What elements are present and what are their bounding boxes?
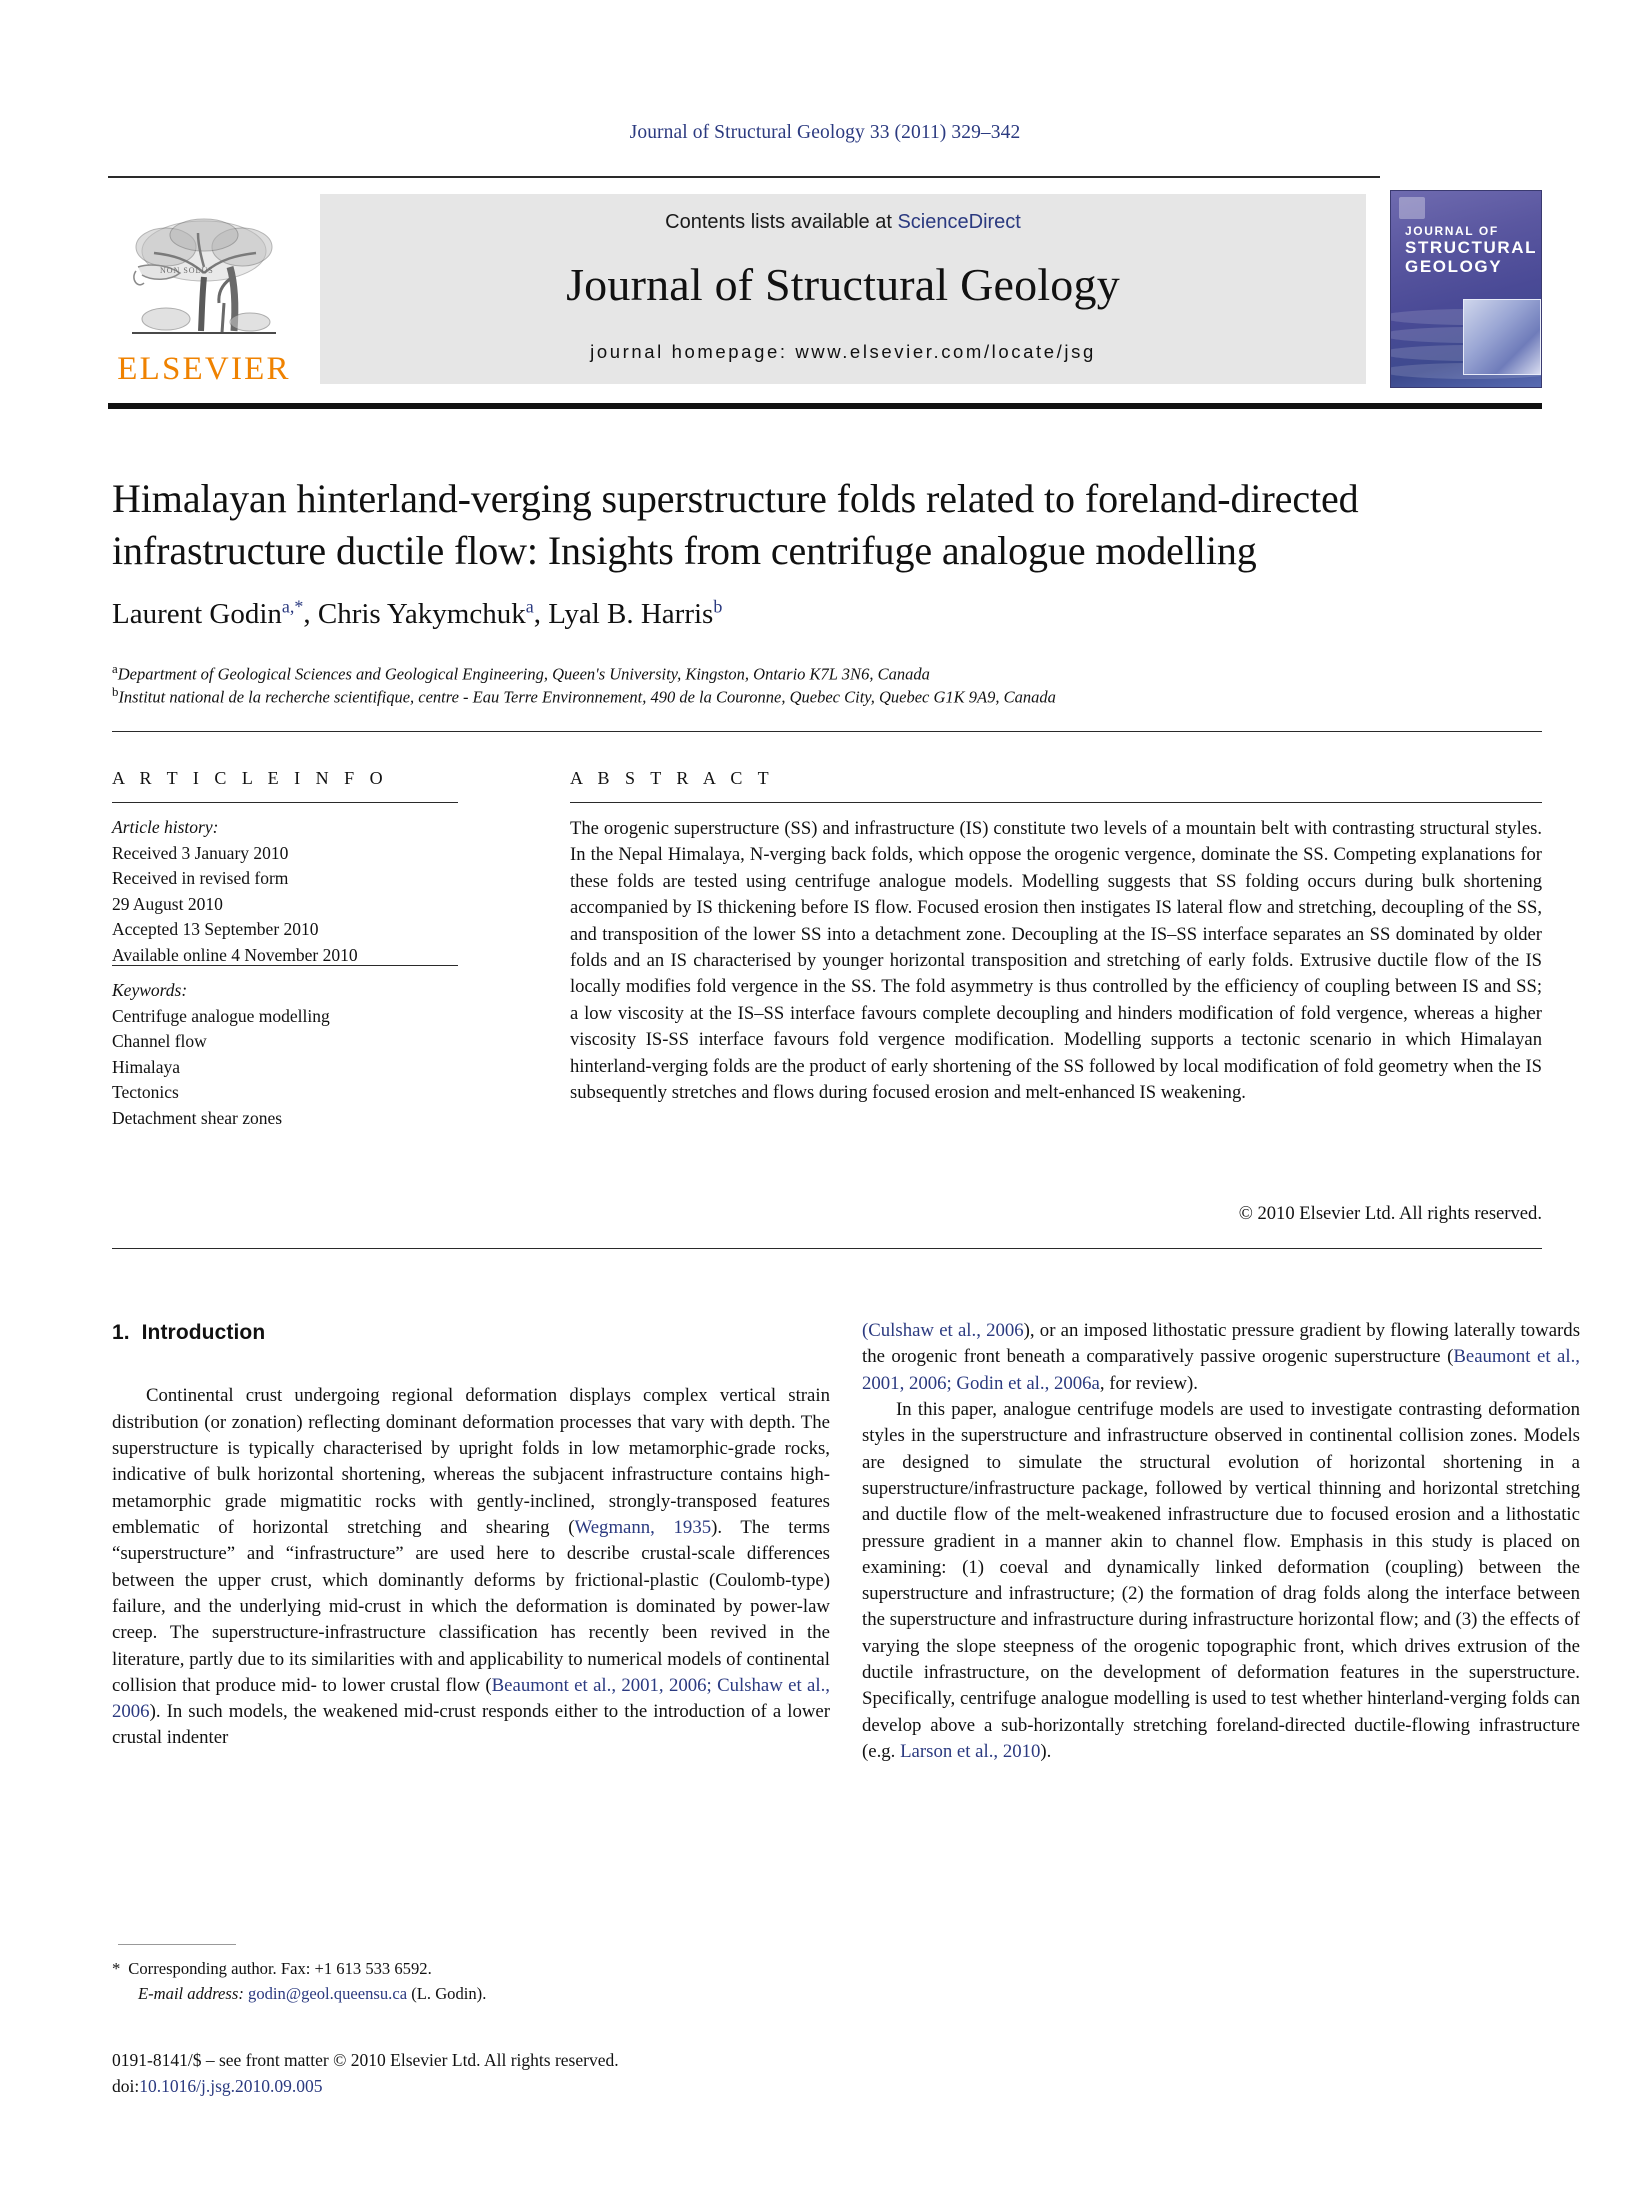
article-history-item: Received in revised form bbox=[112, 868, 289, 889]
keyword-item: Detachment shear zones bbox=[112, 1107, 283, 1128]
doi-link[interactable]: 10.1016/j.jsg.2010.09.005 bbox=[139, 2075, 323, 2096]
journal-masthead bbox=[108, 176, 1542, 411]
elsevier-motto-text: NON SOLUS bbox=[160, 266, 214, 275]
affiliation-a-text: Department of Geological Sciences and Geological Engineering, Queen's University, Kingston, Ontario K7L 3N6, Canada bbox=[117, 664, 930, 684]
info-rule-a bbox=[112, 802, 458, 803]
footnote-star: * bbox=[112, 1959, 121, 1978]
keyword-item: Centrifuge analogue modelling bbox=[112, 1005, 330, 1026]
author-1 bbox=[112, 598, 303, 630]
elsevier-wordmark: ELSEVIER bbox=[117, 351, 291, 387]
cover-title-line3: GEOLOGY bbox=[1405, 257, 1503, 277]
article-history-label: Article history: bbox=[112, 817, 219, 837]
footnote-rule bbox=[118, 1944, 236, 1945]
keywords-label: Keywords: bbox=[112, 980, 188, 1000]
author-1-marks: a,* bbox=[281, 596, 304, 616]
elsevier-tree-icon bbox=[118, 207, 290, 349]
issn-copyright-line: 0191-8141/$ – see front matter © 2010 Elsevier Ltd. All rights reserved. bbox=[112, 2050, 619, 2070]
paragraph-text: , for review). bbox=[1099, 1372, 1198, 1394]
article-history-block bbox=[112, 815, 462, 968]
abstract-heading: A B S T R A C T bbox=[570, 768, 775, 788]
masthead-bottom-rule bbox=[108, 403, 1542, 409]
paragraph bbox=[862, 1397, 1580, 1765]
cover-elsevier-icon bbox=[1399, 197, 1425, 219]
journal-cover-thumbnail bbox=[1390, 190, 1542, 388]
keyword-item: Himalaya bbox=[112, 1056, 181, 1077]
author-3-name: Lyal B. Harris bbox=[548, 597, 714, 630]
paragraph-text: ). The terms “superstructure” and “infrastructure” are used here to describe crustal-scale differences between the upper crust, which dominantly deforms by frictional-plastic (Coulomb-type) failure, and the underlying mid-crust in which the deformation is dominated by power-law creep. The superstructure-infrastructure classification has recently been revived in the literature, partly due to its similarities with and applicability to numerical models of continental collision that produce mid- to lower crustal flow ( bbox=[112, 1516, 830, 1696]
citation-link[interactable]: Wegmann, 1935 bbox=[574, 1516, 712, 1538]
author-3 bbox=[548, 598, 722, 630]
keyword-item: Channel flow bbox=[112, 1031, 207, 1052]
email-label: E-mail address: bbox=[138, 1983, 244, 2003]
paragraph bbox=[862, 1318, 1580, 1397]
author-2-marks: a bbox=[525, 596, 534, 616]
keywords-block bbox=[112, 978, 462, 1131]
front-matter-block bbox=[112, 2048, 872, 2100]
citation-link[interactable]: Larson et al., 2010 bbox=[900, 1741, 1041, 1762]
paragraph-text: ), or an imposed lithostatic pressure gradient by flowing laterally towards the orogenic front beneath a comparatively passive orogenic superstructure ( bbox=[862, 1320, 1581, 1368]
page-title: Himalayan hinterland-verging superstructure folds related to foreland-directed infrastructure ductile flow: Insights from centrifuge analogue modelling bbox=[112, 476, 1359, 573]
author-2-name: Chris Yakymchuk bbox=[317, 597, 526, 630]
doi-label: doi: bbox=[112, 2075, 140, 2096]
article-history-item: Available online 4 November 2010 bbox=[112, 944, 358, 965]
corresponding-author-text: Corresponding author. Fax: +1 613 533 6592. bbox=[128, 1959, 432, 1978]
author-list: Laurent Godin$^{a,*}$, Chris Yakymchuk$^a$, Lyal B. Harris$^b$ bbox=[112, 596, 723, 630]
author-2 bbox=[318, 598, 534, 630]
abstract-rule-a bbox=[570, 802, 1542, 803]
affiliation-b-mark: b bbox=[112, 685, 119, 699]
email-suffix: (L. Godin). bbox=[411, 1983, 487, 2003]
paragraph bbox=[112, 1383, 830, 1751]
cover-title-line2: STRUCTURAL bbox=[1405, 238, 1538, 258]
affiliation-a-mark: a bbox=[112, 662, 118, 676]
paragraph-text: ). bbox=[1040, 1741, 1052, 1762]
journal-homepage-link[interactable]: journal homepage: www.elsevier.com/locate/jsg bbox=[590, 341, 1096, 362]
running-head: Journal of Structural Geology 33 (2011) 329–342 bbox=[629, 122, 1021, 143]
body-column-left bbox=[112, 1318, 830, 1752]
cover-title-line1: JOURNAL OF bbox=[1405, 224, 1499, 238]
paragraph-text: Continental crust undergoing regional deformation displays complex vertical strain distribution (or zonation) reflecting dominant deformation processes that vary with depth. The superstructure is typically characterised by upright folds in low metamorphic-grade rocks, indicative of bulk horizontal shortening, whereas the subjacent infrastructure contains high-metamorphic grade migmatitic rocks with gently-inclined, strongly-transposed features emblematic of horizontal stretching and shearing ( bbox=[112, 1385, 830, 1538]
paragraph-text: ). In such models, the weakened mid-crust responds either to the introduction of a lower crustal indenter bbox=[112, 1701, 830, 1749]
abstract-copyright: © 2010 Elsevier Ltd. All rights reserved. bbox=[1238, 1203, 1542, 1224]
contents-available-line bbox=[320, 211, 1366, 234]
journal-banner bbox=[320, 194, 1366, 384]
section-number: 1. bbox=[112, 1321, 130, 1344]
author-3-marks: b bbox=[713, 596, 723, 616]
affiliation-b bbox=[112, 683, 1542, 709]
article-history-item: 29 August 2010 bbox=[112, 893, 223, 914]
citation-link[interactable]: Beaumont et al., 2001, 2006; Godin et al., 2006a bbox=[862, 1346, 1580, 1394]
corresponding-author-note bbox=[112, 1957, 830, 1982]
info-top-rule bbox=[112, 731, 1542, 732]
doi-line bbox=[112, 2074, 872, 2100]
abstract-bottom-rule bbox=[112, 1248, 1542, 1249]
article-info-heading: A R T I C L E I N F O bbox=[112, 768, 389, 788]
sciencedirect-link[interactable]: ScienceDirect bbox=[897, 211, 1021, 233]
keyword-item: Tectonics bbox=[112, 1082, 179, 1103]
citation-link[interactable]: (Culshaw et al., 2006 bbox=[862, 1320, 1024, 1341]
author-1-name: Laurent Godin bbox=[112, 597, 282, 630]
abstract-text: The orogenic superstructure (SS) and infrastructure (IS) constitute two levels of a mountain belt with contrasting structural styles. In the Nepal Himalaya, N-verging back folds, which oppose the orogenic vergence, dominate the SS. Competing explanations for these folds are tested using centrifuge analogue models. Modelling suggests that SS folding occurs during bulk shortening accompanied by IS thickening before IS flow. Focused erosion then instigates IS lateral flow and stretching, decoupling of the SS, and transposition of the lower SS into a detachment zone. Decoupling at the IS–SS interface separates an SS dominated by older folds and an IS characterised by younger horizontal transposition and stretching of early folds. Extrusive ductile flow of the IS locally modifies fold vergence in the SS. The fold asymmetry is thus controlled by the efficiency of coupling between IS and SS; a low viscosity at the IS–SS interface favours complete decoupling and hinders modification of fold vergence, whereas a higher viscosity IS-SS interface favours fold vergence modification. Modelling supports a tectonic scenario in which Himalayan hinterland-verging folds are the product of early shortening of the SS followed by local modification of fold geometry when the IS subsequently stretches and flows during focused erosion and melt-enhanced IS weakening. bbox=[570, 818, 1542, 1103]
section-heading-introduction bbox=[112, 1318, 830, 1347]
article-history-item: Received 3 January 2010 bbox=[112, 842, 289, 863]
footnote-block bbox=[112, 1957, 830, 2006]
email-link[interactable]: godin@geol.queensu.ca bbox=[248, 1983, 408, 2003]
journal-title: Journal of Structural Geology bbox=[566, 259, 1120, 310]
affiliation-b-text: Institut national de la recherche scientifique, centre - Eau Terre Environnement, 490 de la Couronne, Quebec City, Quebec G1K 9A9, Canada bbox=[118, 687, 1056, 707]
masthead-top-rule bbox=[108, 176, 1380, 178]
body-column-right bbox=[862, 1318, 1580, 1765]
cover-inset-photo bbox=[1463, 299, 1541, 375]
cover-title bbox=[1405, 224, 1538, 277]
citation-link[interactable]: Beaumont et al., 2001, 2006; Culshaw et al., 2006 bbox=[112, 1674, 830, 1723]
article-history-item: Accepted 13 September 2010 bbox=[112, 919, 319, 940]
email-note bbox=[112, 1982, 830, 2007]
contents-prefix: Contents lists available at bbox=[665, 211, 898, 233]
elsevier-logo bbox=[114, 190, 294, 386]
paragraph-text: In this paper, analogue centrifuge models are used to investigate contrasting deformation styles in the superstructure and infrastructure observed in continental collision zones. Models are designed to simulate the structural evolution of horizontal shortening in a superstructure/infrastructure package, followed by vertical thinning and horizontal stretching and ductile flow of the melt-weakened infrastructure due to focused erosion and a lithostatic pressure gradient in a manner akin to channel flow. Emphasis in this study is placed on examining: (1) coeval and dynamically linked deformation (coupling) between the superstructure and infrastructure; (2) the formation of drag folds along the interface between the superstructure and infrastructure during infrastructure horizontal flow; and (3) the effects of varying the slope steepness of the orogenic topographic front, which drives extrusion of the ductile infrastructure, on the development of deformation features in the superstructure. Specifically, centrifuge analogue modelling is used to test whether hinterland-verging folds can develop above a sub-horizontally stretching foreland-directed ductile-flowing infrastructure (e.g. bbox=[862, 1398, 1580, 1762]
section-title: Introduction bbox=[141, 1321, 266, 1344]
